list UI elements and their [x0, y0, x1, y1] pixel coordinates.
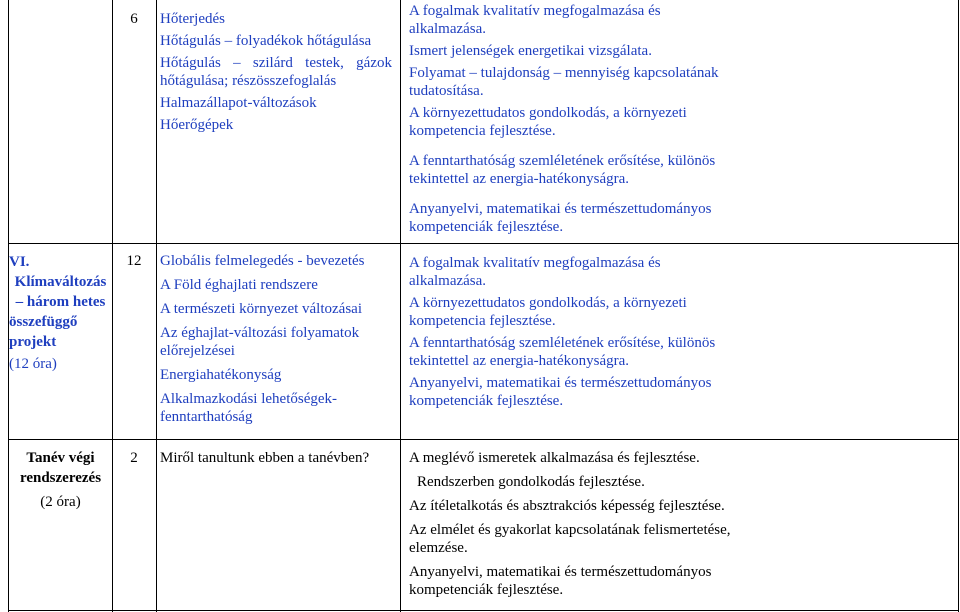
goal-item: A meglévő ismeretek alkalmazása és fejlesztése. [409, 450, 700, 466]
topic-item: Hőtágulás – folyadékok hőtágulása [160, 33, 372, 49]
topic-item: Az éghajlat-változási folyamatok előrejelzései [160, 325, 360, 359]
goal-item: Anyanyelvi, matematikai és természettudományos kompetenciák fejlesztése. [409, 201, 712, 235]
table-border-right [958, 0, 959, 612]
section-title: Tanév végi [26, 450, 95, 466]
section-title: – három hetes [15, 294, 106, 310]
hours-value: 2 [130, 450, 138, 466]
goal-item: A környezettudatos gondolkodás, a környezeti kompetencia fejlesztése. [409, 105, 687, 139]
goal-item: A környezettudatos gondolkodás, a környezeti kompetencia fejlesztése. [409, 295, 687, 329]
hours-cell [112, 10, 156, 28]
section-number: VI. [9, 254, 30, 270]
column-divider [112, 0, 113, 612]
topic-item: Globális felmelegedés - bevezetés [160, 253, 365, 269]
goal-item: Anyanyelvi, matematikai és természettudományos kompetenciák fejlesztése. [409, 375, 712, 409]
topic-item: A természeti környezet változásai [160, 301, 362, 317]
row-divider [8, 243, 959, 244]
section-title: projekt [9, 334, 57, 350]
hours-cell [122, 449, 146, 467]
topic-item: Hőterjedés [160, 11, 225, 27]
topic-item: Hőerőgépek [160, 117, 234, 133]
goal-item: A fogalmak kvalitatív megfogalmazása és alkalmazása. [409, 3, 661, 37]
topic-item: Alkalmazkodási lehetőségek-fenntarthatóság [160, 391, 338, 425]
topic-item: Halmazállapot-változások [160, 95, 317, 111]
section-title: összefüggő [9, 314, 78, 330]
column-divider [156, 0, 157, 612]
column-divider [400, 0, 401, 612]
section-hours: (12 óra) [9, 356, 57, 372]
goal-item: Folyamat – tulajdonság – mennyiség kapcsolatának tudatosítása. [409, 65, 719, 99]
hours-cell [122, 252, 146, 270]
topic-item: Energiahatékonyság [160, 367, 282, 383]
topic-item: Miről tanultunk ebben a tanévben? [160, 450, 370, 466]
topics-cell [160, 10, 400, 134]
section-hours: (2 óra) [40, 494, 81, 510]
section-cell [9, 449, 112, 511]
goal-item: A fenntarthatóság szemléletének erősítése, különös tekintettel az energia-hatékonyságra. [409, 335, 716, 369]
goal-item: Rendszerben gondolkodás fejlesztése. [417, 474, 645, 490]
hours-value: 12 [126, 253, 142, 269]
section-cell [9, 253, 112, 373]
topic-item: Hőtágulás – szilárd testek, gázok hőtágulása; részösszefoglalás [160, 55, 392, 89]
goals-cell [409, 254, 757, 410]
topics-cell [160, 252, 400, 426]
goal-item: Ismert jelenségek energetikai vizsgálata. [409, 43, 652, 59]
section-title: Klímaváltozás [14, 274, 107, 290]
row-divider [8, 439, 959, 440]
goal-item: A fogalmak kvalitatív megfogalmazása és alkalmazása. [409, 255, 661, 289]
hours-value: 6 [130, 11, 138, 27]
section-title: rendszerezés [19, 470, 102, 486]
topic-item: A Föld éghajlati rendszere [160, 277, 318, 293]
goal-item: Az elmélet és gyakorlat kapcsolatának felismertetése, elemzése. [409, 522, 731, 556]
goals-cell [409, 2, 757, 236]
table-border-bottom [8, 610, 959, 611]
goal-item: A fenntarthatóság szemléletének erősítése, különös tekintettel az energia-hatékonyságra. [409, 153, 716, 187]
goal-item: Az ítéletalkotás és absztrakciós képesség fejlesztése. [409, 498, 725, 514]
goals-cell [409, 449, 757, 599]
topics-cell [160, 449, 400, 467]
goal-item: Anyanyelvi, matematikai és természettudományos kompetenciák fejlesztése. [409, 564, 712, 598]
